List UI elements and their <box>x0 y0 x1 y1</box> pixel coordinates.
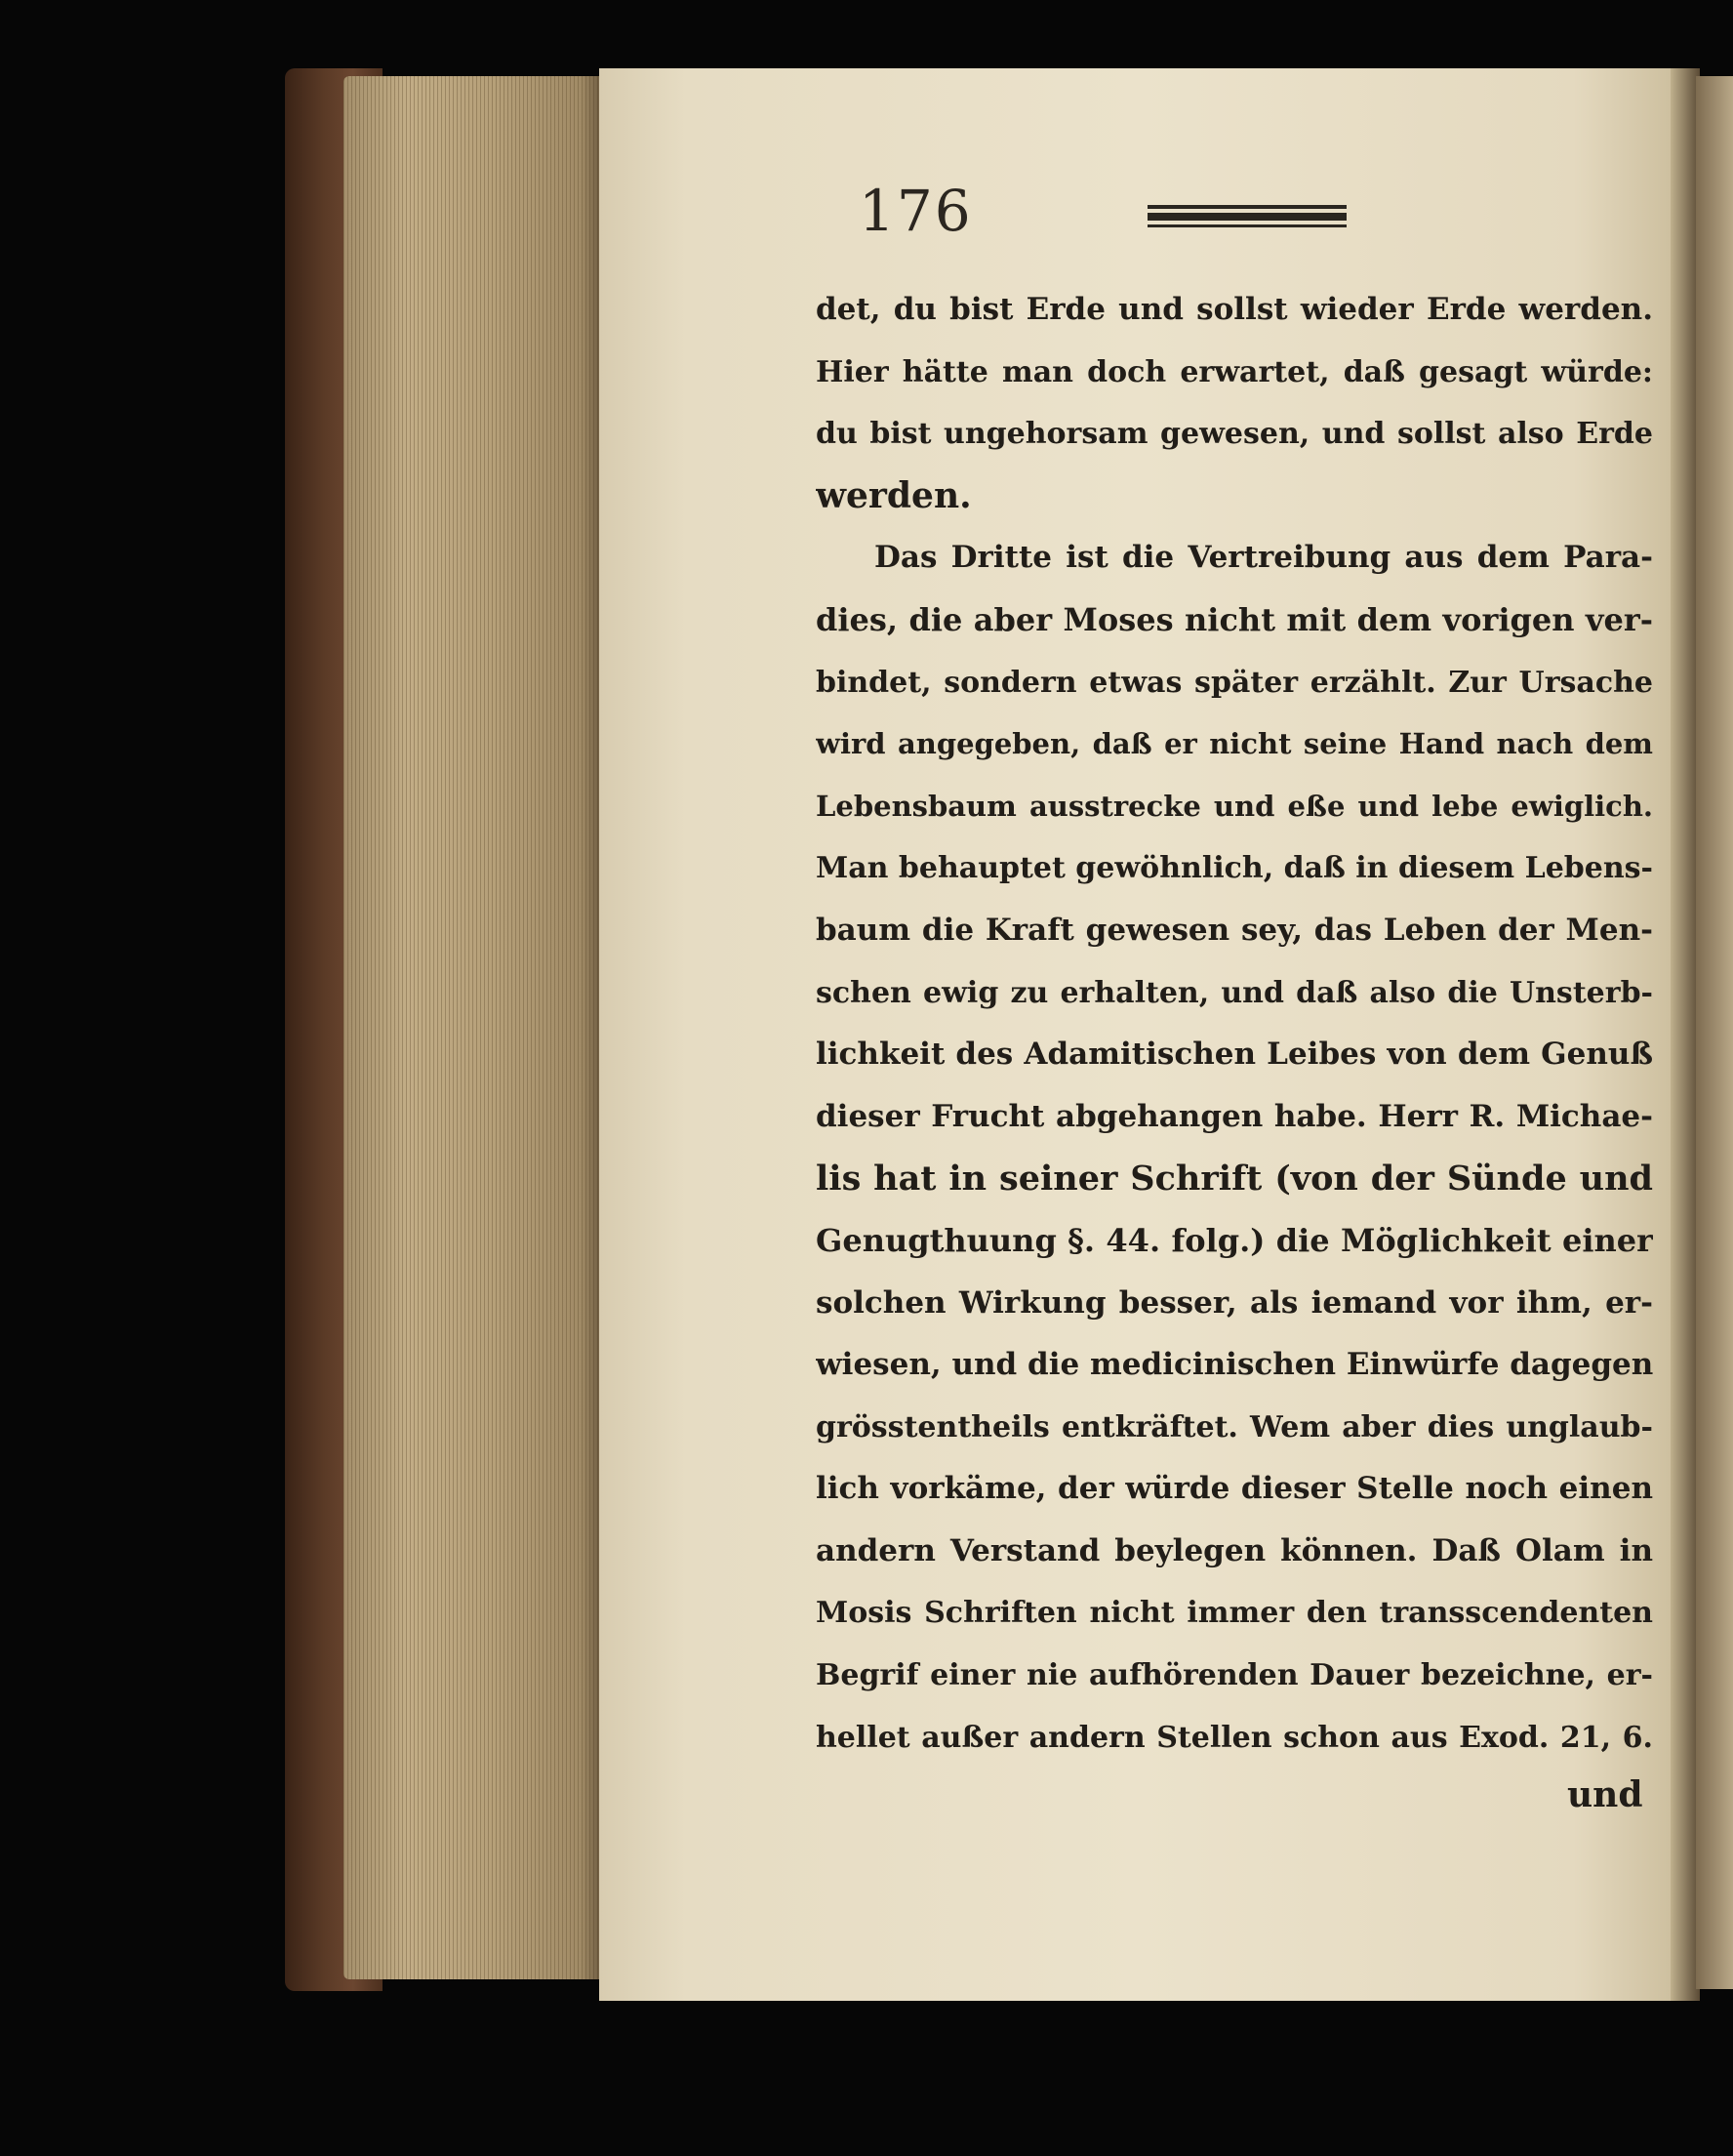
text-line: lichkeit des Adamitischen Leibes von dem Genuß <box>816 1037 1653 1073</box>
body-text <box>816 279 1653 1769</box>
facing-page-edge <box>1696 76 1733 1989</box>
text-line: Das Dritte ist die Vertreibung aus dem Para- <box>874 540 1653 576</box>
text-line: grösstentheils entkräftet. Wem aber dies unglaub- <box>816 1409 1653 1444</box>
text-line: solchen Wirkung besser, als iemand vor ihm, er- <box>816 1284 1653 1321</box>
text-line: lis hat in seiner Schrift (von der Sünde und <box>816 1159 1653 1200</box>
text-line: wiesen, und die medicinischen Einwürfe dagegen <box>816 1347 1653 1383</box>
text-line: Man behauptet gewöhnlich, daß in diesem Lebens- <box>816 851 1653 886</box>
text-line: Hier hätte man doch erwartet, daß gesagt würde: <box>816 354 1653 389</box>
text-line: Genugthuung §. 44. folg.) die Möglichkeit einer <box>816 1221 1653 1259</box>
text-line: Lebensbaum ausstrecke und eße und lebe ewiglich. <box>816 789 1653 823</box>
text-line: Mosis Schriften nicht immer den transscendenten <box>816 1596 1653 1631</box>
header-rule <box>1148 205 1347 230</box>
catchword: und <box>1567 1774 1643 1815</box>
text-line: dieser Frucht abgehangen habe. Herr R. Michae- <box>816 1098 1653 1134</box>
text-line: hellet außer andern Stellen schon aus Exod. 21, 6. <box>816 1720 1653 1755</box>
text-line: det, du bist Erde und sollst wieder Erde werden. <box>816 292 1653 327</box>
text-line: Begrif einer nie aufhörenden Dauer bezeichne, er- <box>816 1658 1653 1693</box>
text-line: lich vorkäme, der würde dieser Stelle noch einen <box>816 1471 1653 1507</box>
page-number: 176 <box>859 178 973 244</box>
text-line: werden. <box>816 474 972 516</box>
text-line: schen ewig zu erhalten, und daß also die Unsterb- <box>816 975 1653 1010</box>
text-line: andern Verstand beylegen können. Daß Olam in <box>816 1532 1653 1568</box>
page-edges <box>343 76 599 1979</box>
text-line: du bist ungehorsam gewesen, und sollst also Erde <box>816 417 1653 452</box>
text-line: dies, die aber Moses nicht mit dem vorigen ver- <box>816 600 1653 638</box>
page-header <box>859 178 1366 265</box>
text-line: baum die Kraft gewesen sey, das Leben der Men- <box>816 912 1653 948</box>
text-line: wird angegeben, daß er nicht seine Hand nach dem <box>816 727 1653 761</box>
text-line: bindet, sondern etwas später erzählt. Zur Ursache <box>816 665 1653 700</box>
